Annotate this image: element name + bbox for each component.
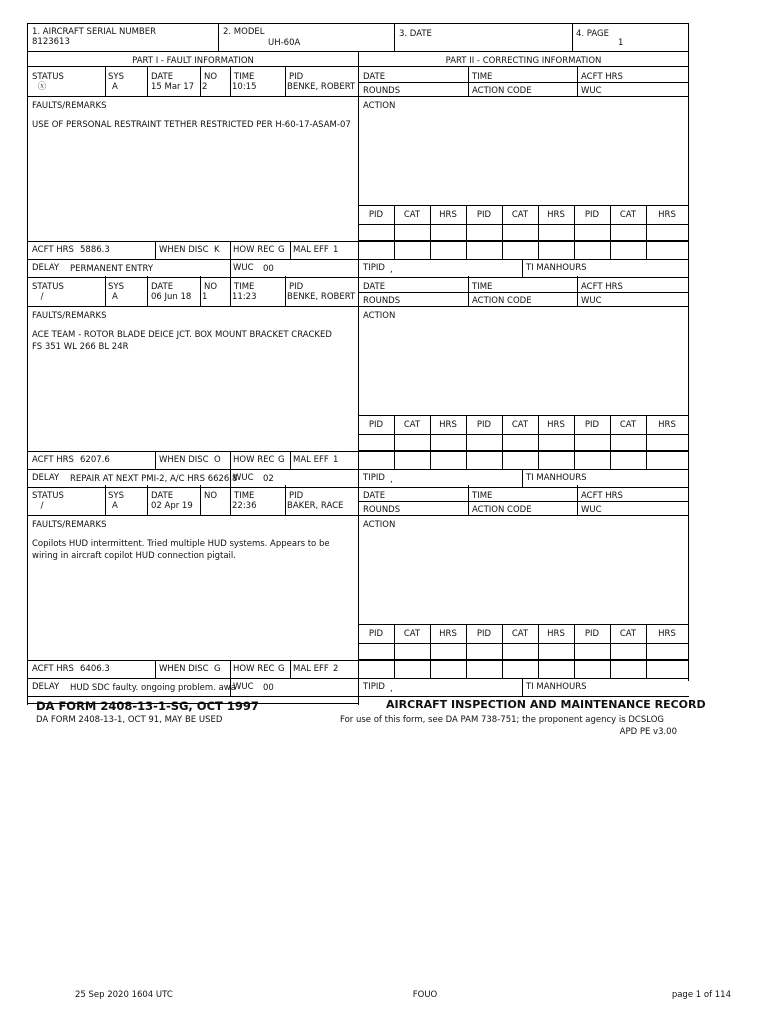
- page-count: page 1 of 114: [671, 990, 731, 1000]
- pid-label: PID: [289, 282, 304, 292]
- ti-manhours-label: TI MANHOURS: [526, 473, 587, 483]
- rule-line: [290, 660, 291, 679]
- hrs-col-label: HRS: [658, 629, 676, 639]
- delay-label: DELAY: [32, 473, 60, 483]
- when-disc-value: O: [214, 455, 221, 465]
- faults-label: FAULTS/REMARKS: [32, 101, 107, 111]
- rule-line: [27, 515, 359, 516]
- delay-label: DELAY: [32, 263, 60, 273]
- faults-label: FAULTS/REMARKS: [32, 520, 107, 530]
- rule-line: [522, 469, 523, 488]
- rule-line: [27, 23, 28, 705]
- pid-col-label: PID: [584, 210, 600, 220]
- part2-acft-hrs-label: ACFT HRS: [581, 491, 623, 501]
- part2-date-label: DATE: [363, 72, 386, 82]
- remark-line: wiring in aircraft copilot HUD connection pigtail.: [32, 551, 236, 561]
- no-value: 2: [202, 82, 208, 92]
- tipid-label: TIPID: [363, 473, 385, 483]
- tipid-label: TIPID: [363, 263, 385, 273]
- rounds-label: ROUNDS: [363, 505, 401, 515]
- ti-manhours-label: TI MANHOURS: [526, 682, 587, 692]
- cat-col-label: CAT: [403, 420, 421, 430]
- print-timestamp: 25 Sep 2020 1604 UTC: [75, 990, 173, 1000]
- rule-line: [358, 643, 689, 644]
- action-label: ACTION: [363, 520, 396, 530]
- form-title: AIRCRAFT INSPECTION AND MAINTENANCE RECORD: [386, 698, 706, 711]
- wuc-label: WUC: [581, 296, 602, 306]
- part2-acft-hrs-label: ACFT HRS: [581, 282, 623, 292]
- part2-acft-hrs-label: ACFT HRS: [581, 72, 623, 82]
- how-rec-value: G: [278, 245, 285, 255]
- rule-line: [290, 451, 291, 470]
- sys-label: SYS: [108, 282, 124, 292]
- hrs-col-label: HRS: [658, 210, 676, 220]
- rule-line: [27, 277, 689, 278]
- rule-line: [688, 23, 689, 681]
- rule-line: [358, 205, 689, 206]
- rounds-label: ROUNDS: [363, 86, 401, 96]
- rule-line: [27, 696, 689, 697]
- rule-line: [27, 96, 359, 97]
- rule-line: [522, 259, 523, 278]
- delay-label: DELAY: [32, 682, 60, 692]
- rule-line: [285, 485, 286, 516]
- prev-edition-note: DA FORM 2408-13-1, OCT 91, MAY BE USED: [36, 715, 223, 725]
- rule-line: [200, 485, 201, 516]
- acft-hrs-value: 6207.6: [80, 455, 110, 465]
- rule-line: [285, 66, 286, 97]
- wuc-label: WUC: [581, 505, 602, 515]
- rule-line: [358, 501, 689, 502]
- sys-label: SYS: [108, 491, 124, 501]
- part2-time-label: TIME: [472, 72, 493, 82]
- remark-line: FS 351 WL 266 BL 24R: [32, 342, 129, 352]
- rule-line: [155, 660, 156, 679]
- sys-value: A: [112, 501, 118, 511]
- rule-line: [358, 82, 689, 83]
- rule-line: [27, 487, 689, 488]
- version-label: APD PE v3.00: [619, 727, 677, 737]
- wuc-label: WUC: [581, 86, 602, 96]
- rule-line: [577, 276, 578, 307]
- rule-line: [358, 515, 689, 516]
- part2-time-label: TIME: [472, 282, 493, 292]
- delay-value: HUD SDC faulty. ongoing problem. awa: [70, 683, 236, 693]
- rule-line: [230, 276, 231, 307]
- rule-line: [147, 66, 148, 97]
- when-disc-label: WHEN DISC: [159, 455, 209, 465]
- mal-eff-label: MAL EFF: [293, 245, 329, 255]
- hrs-col-label: HRS: [658, 420, 676, 430]
- no-label: NO: [204, 282, 218, 292]
- rule-line: [105, 485, 106, 516]
- rule-line: [147, 276, 148, 307]
- date-field-label: DATE: [151, 491, 174, 501]
- cat-col-label: CAT: [403, 210, 421, 220]
- rule-line: [358, 292, 689, 293]
- date-field-label: DATE: [151, 282, 174, 292]
- rule-line: [358, 306, 689, 307]
- when-disc-label: WHEN DISC: [159, 664, 209, 674]
- part2-date-label: DATE: [363, 491, 386, 501]
- date-field-label: DATE: [151, 72, 174, 82]
- rule-line: [358, 434, 689, 435]
- rule-line: [230, 66, 231, 97]
- model-label: 2. MODEL: [223, 27, 265, 37]
- hrs-col-label: HRS: [439, 210, 457, 220]
- tipid-value: ,: [390, 265, 393, 275]
- serial-label: 1. AIRCRAFT SERIAL NUMBER: [32, 27, 157, 37]
- wuc-field-label: WUC: [233, 263, 254, 273]
- action-code-label: ACTION CODE: [472, 86, 532, 96]
- pid-col-label: PID: [368, 210, 384, 220]
- page-value: 1: [618, 38, 624, 48]
- rule-line: [218, 23, 219, 52]
- model-value: UH-60A: [268, 38, 301, 48]
- rule-line: [394, 23, 395, 52]
- rule-line: [27, 660, 689, 661]
- rule-line: [27, 306, 359, 307]
- pid-col-label: PID: [368, 420, 384, 430]
- mal-eff-label: MAL EFF: [293, 664, 329, 674]
- part2-time-label: TIME: [472, 491, 493, 501]
- pid-value: BENKE, ROBERT: [287, 292, 356, 302]
- rule-line: [155, 241, 156, 260]
- part2-title: PART II - CORRECTING INFORMATION: [445, 56, 602, 66]
- rule-line: [27, 451, 689, 452]
- status-value: /: [40, 501, 44, 511]
- no-label: NO: [204, 72, 218, 82]
- serial-value: 8123613: [32, 37, 70, 47]
- mal-eff-value: 1: [333, 455, 339, 465]
- rule-line: [468, 276, 469, 307]
- cat-col-label: CAT: [511, 210, 529, 220]
- how-rec-label: HOW REC: [233, 455, 275, 465]
- pid-label: PID: [289, 72, 304, 82]
- rule-line: [155, 451, 156, 470]
- hrs-col-label: HRS: [439, 629, 457, 639]
- page-label: 4. PAGE: [576, 29, 610, 39]
- rule-line: [200, 276, 201, 307]
- rule-line: [572, 23, 573, 52]
- rounds-label: ROUNDS: [363, 296, 401, 306]
- cat-col-label: CAT: [619, 210, 637, 220]
- pid-label: PID: [289, 491, 304, 501]
- time-value: 11:23: [232, 292, 257, 302]
- sys-value: A: [112, 82, 118, 92]
- rule-line: [358, 224, 689, 225]
- mal-eff-value: 1: [333, 245, 339, 255]
- rule-line: [577, 66, 578, 97]
- pid-col-label: PID: [584, 629, 600, 639]
- part1-title: PART I - FAULT INFORMATION: [132, 56, 254, 66]
- hrs-col-label: HRS: [547, 420, 565, 430]
- tipid-label: TIPID: [363, 682, 385, 692]
- wuc-value: 02: [263, 474, 274, 484]
- time-value: 10:15: [232, 82, 257, 92]
- sys-label: SYS: [108, 72, 124, 82]
- cat-col-label: CAT: [619, 629, 637, 639]
- rule-line: [522, 678, 523, 697]
- rule-line: [27, 259, 689, 260]
- mal-eff-label: MAL EFF: [293, 455, 329, 465]
- pid-value: BAKER, RACE: [287, 501, 344, 511]
- cat-col-label: CAT: [403, 629, 421, 639]
- action-code-label: ACTION CODE: [472, 296, 532, 306]
- no-value: 1: [202, 292, 208, 302]
- pid-col-label: PID: [476, 210, 492, 220]
- status-label: STATUS: [32, 282, 64, 292]
- pid-col-label: PID: [368, 629, 384, 639]
- ti-manhours-label: TI MANHOURS: [526, 263, 587, 273]
- rule-line: [285, 276, 286, 307]
- rule-line: [105, 66, 106, 97]
- remark-line: USE OF PERSONAL RESTRAINT TETHER RESTRICTED PER H-60-17-ASAM-07: [32, 120, 351, 130]
- when-disc-value: G: [214, 664, 221, 674]
- status-value: ⓧ: [37, 82, 47, 92]
- rule-line: [358, 415, 689, 416]
- tipid-value: ,: [390, 684, 393, 694]
- date-value: 06 Jun 18: [151, 292, 192, 302]
- security-marking: FOUO: [412, 990, 438, 1000]
- wuc-value: 00: [263, 683, 274, 693]
- time-label: TIME: [234, 72, 255, 82]
- pid-col-label: PID: [476, 420, 492, 430]
- rule-line: [230, 241, 231, 278]
- cat-col-label: CAT: [619, 420, 637, 430]
- rule-line: [358, 624, 689, 625]
- hrs-col-label: HRS: [439, 420, 457, 430]
- rule-line: [358, 96, 689, 97]
- faults-label: FAULTS/REMARKS: [32, 311, 107, 321]
- wuc-value: 00: [263, 264, 274, 274]
- time-value: 22:36: [232, 501, 257, 511]
- time-label: TIME: [234, 282, 255, 292]
- status-value: /: [40, 292, 44, 302]
- acft-hrs-value: 5886.3: [80, 245, 110, 255]
- rule-line: [147, 485, 148, 516]
- tipid-value: ,: [390, 475, 393, 485]
- remark-line: Copilots HUD intermittent. Tried multiple HUD systems. Appears to be: [32, 539, 330, 549]
- rule-line: [468, 485, 469, 516]
- when-disc-label: WHEN DISC: [159, 245, 209, 255]
- sys-value: A: [112, 292, 118, 302]
- rule-line: [105, 276, 106, 307]
- hrs-col-label: HRS: [547, 629, 565, 639]
- rule-line: [27, 241, 689, 242]
- rule-line: [230, 485, 231, 516]
- acft-hrs-value: 6406.3: [80, 664, 110, 674]
- rule-line: [358, 51, 359, 705]
- how-rec-label: HOW REC: [233, 664, 275, 674]
- status-label: STATUS: [32, 491, 64, 501]
- rule-line: [27, 23, 689, 24]
- pid-col-label: PID: [476, 629, 492, 639]
- date-value: 02 Apr 19: [151, 501, 193, 511]
- rule-line: [27, 678, 689, 679]
- hrs-col-label: HRS: [547, 210, 565, 220]
- acft-hrs-label: ACFT HRS: [32, 664, 74, 674]
- how-rec-label: HOW REC: [233, 245, 275, 255]
- remark-line: ACE TEAM - ROTOR BLADE DEICE JCT. BOX MOUNT BRACKET CRACKED: [32, 330, 332, 340]
- usage-note: For use of this form, see DA PAM 738-751; the proponent agency is DCSLOG: [340, 715, 664, 725]
- acft-hrs-label: ACFT HRS: [32, 245, 74, 255]
- action-code-label: ACTION CODE: [472, 505, 532, 515]
- form-number: DA FORM 2408-13-1-SG, OCT 1997: [36, 699, 259, 713]
- pid-value: BENKE, ROBERT: [287, 82, 356, 92]
- how-rec-value: G: [278, 664, 285, 674]
- acft-hrs-label: ACFT HRS: [32, 455, 74, 465]
- delay-value: PERMANENT ENTRY: [70, 264, 154, 274]
- when-disc-value: K: [214, 245, 220, 255]
- rule-line: [200, 66, 201, 97]
- rule-line: [290, 241, 291, 260]
- status-label: STATUS: [32, 72, 64, 82]
- action-label: ACTION: [363, 311, 396, 321]
- mal-eff-value: 2: [333, 664, 339, 674]
- rule-line: [27, 469, 689, 470]
- part2-date-label: DATE: [363, 282, 386, 292]
- date-label: 3. DATE: [399, 29, 432, 39]
- how-rec-value: G: [278, 455, 285, 465]
- no-label: NO: [204, 491, 218, 501]
- wuc-field-label: WUC: [233, 682, 254, 692]
- pid-col-label: PID: [584, 420, 600, 430]
- time-label: TIME: [234, 491, 255, 501]
- cat-col-label: CAT: [511, 629, 529, 639]
- wuc-field-label: WUC: [233, 473, 254, 483]
- date-value: 15 Mar 17: [151, 82, 195, 92]
- rule-line: [577, 485, 578, 516]
- cat-col-label: CAT: [511, 420, 529, 430]
- rule-line: [468, 66, 469, 97]
- delay-value: REPAIR AT NEXT PMI-2, A/C HRS 6626.8: [70, 474, 238, 484]
- action-label: ACTION: [363, 101, 396, 111]
